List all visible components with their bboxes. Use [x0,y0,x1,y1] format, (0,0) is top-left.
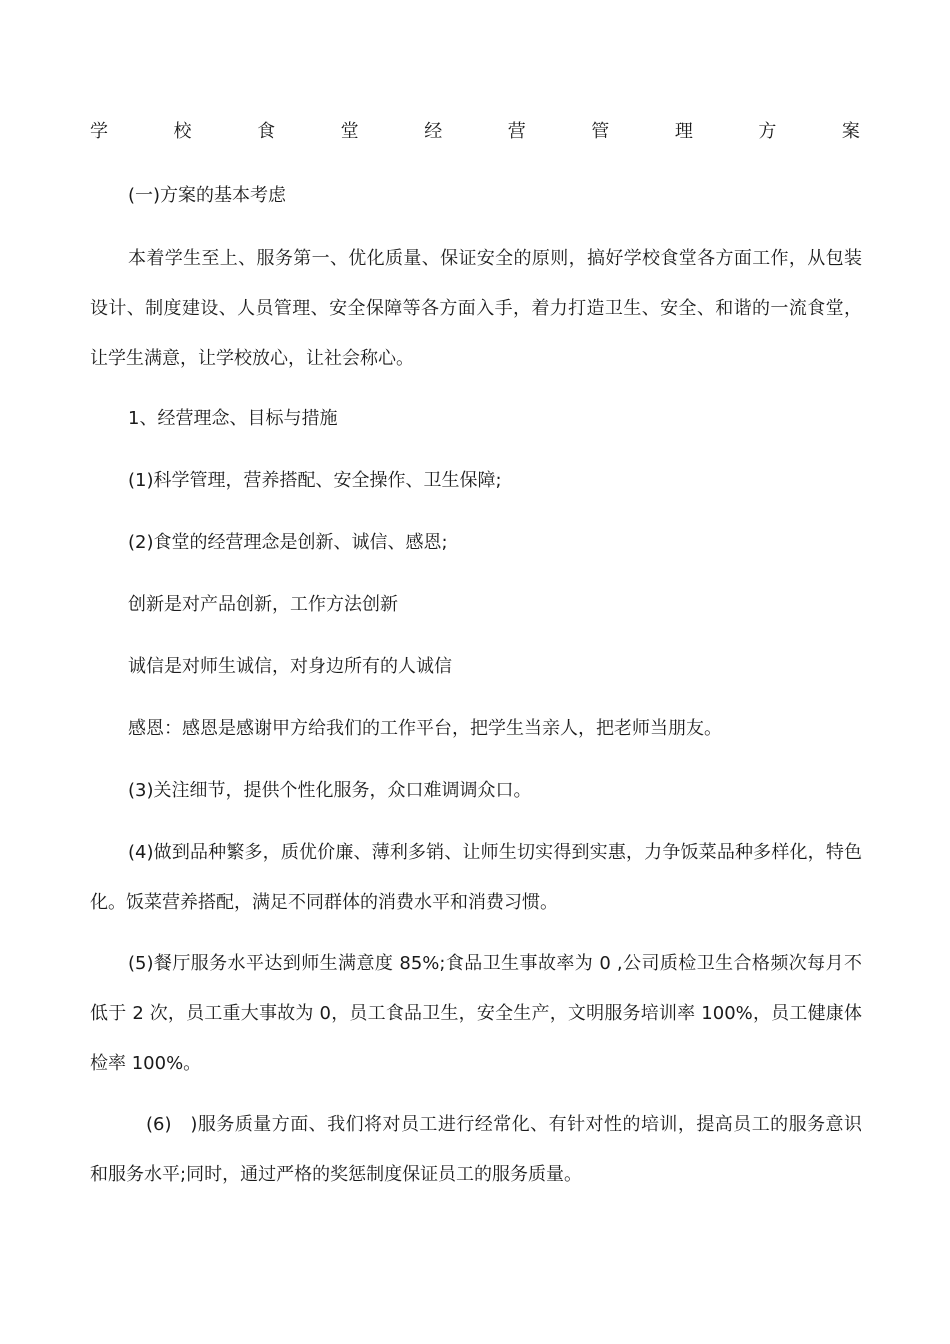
subheading-1: 1、经营理念、目标与措施 [128,408,338,429]
list-item-6: (6) )服务质量方面、我们将对员工进行经常化、有针对性的培训，提高员工的服务意识和服务水平;同时，通过严格的奖惩制度保证员工的服务质量。 [90,1114,862,1185]
list-item-4: (4)做到品种繁多，质优价廉、薄利多销、让师生切实得到实惠，力争饭菜品种多样化，特色化。饭菜营养搭配，满足不同群体的消费水平和消费习惯。 [90,842,862,913]
list-item-3: (3)关注细节，提供个性化服务，众口难调调众口。 [128,780,532,801]
title-char: 案 [841,121,860,142]
title-char: 食 [257,121,276,142]
section-heading: (一)方案的基本考虑 [128,185,287,206]
integrity-line: 诚信是对师生诚信，对身边所有的人诚信 [128,656,452,677]
document-title [90,120,860,144]
list-item-2: (2)食堂的经营理念是创新、诚信、感恩; [128,532,448,553]
list-item-5: (5)餐厅服务水平达到师生满意度 85%;食品卫生事故率为 0 ,公司质检卫生合格频次每月不低于 2 次，员工重大事故为 0，员工食品卫生，安全生产，文明服务培训率 100%，员工健康体检率 100%。 [90,953,862,1074]
title-char: 经 [424,121,443,142]
innovation-line: 创新是对产品创新，工作方法创新 [128,594,398,615]
title-char: 管 [591,121,610,142]
title-char: 校 [173,121,192,142]
title-char: 营 [507,121,526,142]
title-char: 堂 [340,121,359,142]
title-char: 方 [758,121,777,142]
title-char: 理 [674,121,693,142]
list-item-1: (1)科学管理，营养搭配、安全操作、卫生保障; [128,470,502,491]
title-char: 学 [90,121,108,142]
gratitude-line: 感恩：感恩是感谢甲方给我们的工作平台，把学生当亲人，把老师当朋友。 [128,718,722,739]
intro-paragraph: 本着学生至上、服务第一、优化质量、保证安全的原则，搞好学校食堂各方面工作，从包装设计、制度建设、人员管理、安全保障等各方面入手，着力打造卫生、安全、和谐的一流食堂，让学生满意，让学校放心，让社会称心。 [90,248,862,369]
